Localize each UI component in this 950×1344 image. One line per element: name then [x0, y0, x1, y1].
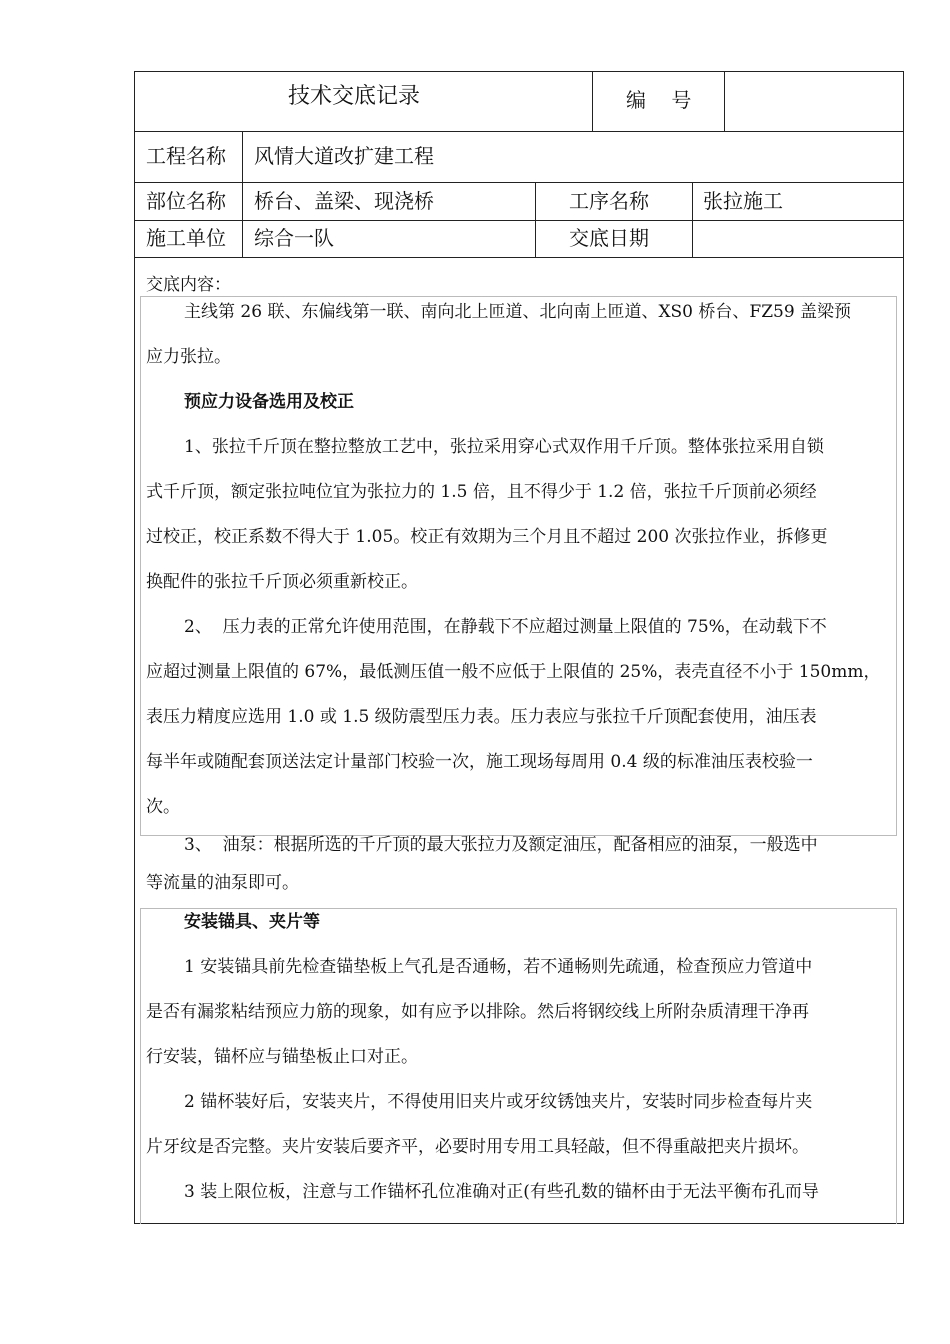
intro-line: 主线第 26 联、东偏线第一联、南向北上匝道、北向南上匝道、XS0 桥台、FZ59 盖梁预 [184, 302, 852, 322]
paragraph-line: 表压力精度应选用 1.0 或 1.5 级防震型压力表。压力表应与张拉千斤顶配套使用，油压表 [146, 707, 817, 727]
section-title: 安装锚具、夹片等 [184, 912, 320, 932]
intro-line: 应力张拉。 [146, 347, 231, 367]
paragraph-line: 3 装上限位板，注意与工作锚杯孔位准确对正(有些孔数的锚杯由于无法平衡布孔而导 [184, 1182, 819, 1202]
content-label: 交底内容： [146, 275, 231, 295]
content-body [146, 290, 894, 830]
unit-label: 施工单位 [146, 226, 226, 250]
record-title: 技术交底记录 [288, 84, 421, 109]
paragraph-line: 2、 压力表的正常允许使用范围，在静载下不应超过测量上限值的 75%，在动载下不 [184, 617, 827, 637]
paragraph-line: 2 锚杯装好后，安装夹片，不得使用旧夹片或牙纹锈蚀夹片，安装时同步检查每片夹 [184, 1092, 813, 1112]
col-divider [535, 182, 536, 257]
content-body [146, 826, 894, 902]
col-divider [692, 182, 693, 257]
part-name-value: 桥台、盖梁、现浇桥 [254, 189, 434, 213]
paragraph-line: 等流量的油泵即可。 [146, 873, 299, 893]
paragraph-line: 每半年或随配套顶送法定计量部门校验一次，施工现场每周用 0.4 级的标准油压表校验一 [146, 752, 813, 772]
number-label: 编 号 [626, 88, 692, 112]
paragraph-line: 次。 [146, 797, 180, 817]
paragraph-line: 式千斤顶，额定张拉吨位宜为张拉力的 1.5 倍，且不得少于 1.2 倍，张拉千斤顶前必须经 [146, 482, 817, 502]
col-divider [242, 131, 243, 257]
col-divider [592, 71, 593, 131]
paragraph-line: 过校正，校正系数不得大于 1.05。校正有效期为三个月且不超过 200 次张拉作业，拆修更 [146, 527, 828, 547]
paragraph-line: 1 安装锚具前先检查锚垫板上气孔是否通畅，若不通畅则先疏通，检查预应力管道中 [184, 957, 813, 977]
content-body [146, 900, 894, 1215]
row-divider [134, 182, 904, 183]
paragraph-line: 应超过测量上限值的 67%，最低测压值一般不应低于上限值的 25%，表壳直径不小于 150mm， [146, 662, 881, 682]
date-label: 交底日期 [569, 226, 649, 250]
paragraph-line: 1、张拉千斤顶在整拉整放工艺中，张拉采用穿心式双作用千斤顶。整体张拉采用自锁 [184, 437, 824, 457]
part-name-label: 部位名称 [146, 189, 226, 213]
row-divider [134, 257, 904, 258]
project-name-value: 风情大道改扩建工程 [254, 144, 434, 168]
paragraph-line: 是否有漏浆粘结预应力筋的现象，如有应予以排除。然后将钢绞线上所附杂质清理干净再 [146, 1002, 809, 1022]
paragraph-line: 换配件的张拉千斤顶必须重新校正。 [146, 572, 418, 592]
process-value: 张拉施工 [703, 189, 783, 213]
paragraph-line: 片牙纹是否完整。夹片安装后要齐平，必要时用专用工具轻敲，但不得重敲把夹片损坏。 [146, 1137, 809, 1157]
unit-value: 综合一队 [254, 226, 334, 250]
paragraph-line: 3、 油泵：根据所选的千斤顶的最大张拉力及额定油压，配备相应的油泵，一般选中 [184, 835, 818, 855]
row-divider [134, 131, 904, 132]
col-divider [724, 71, 725, 131]
section-title: 预应力设备选用及校正 [184, 392, 354, 412]
process-label: 工序名称 [569, 189, 649, 213]
row-divider [134, 220, 904, 221]
paragraph-line: 行安装，锚杯应与锚垫板止口对正。 [146, 1047, 418, 1067]
project-name-label: 工程名称 [146, 144, 226, 168]
